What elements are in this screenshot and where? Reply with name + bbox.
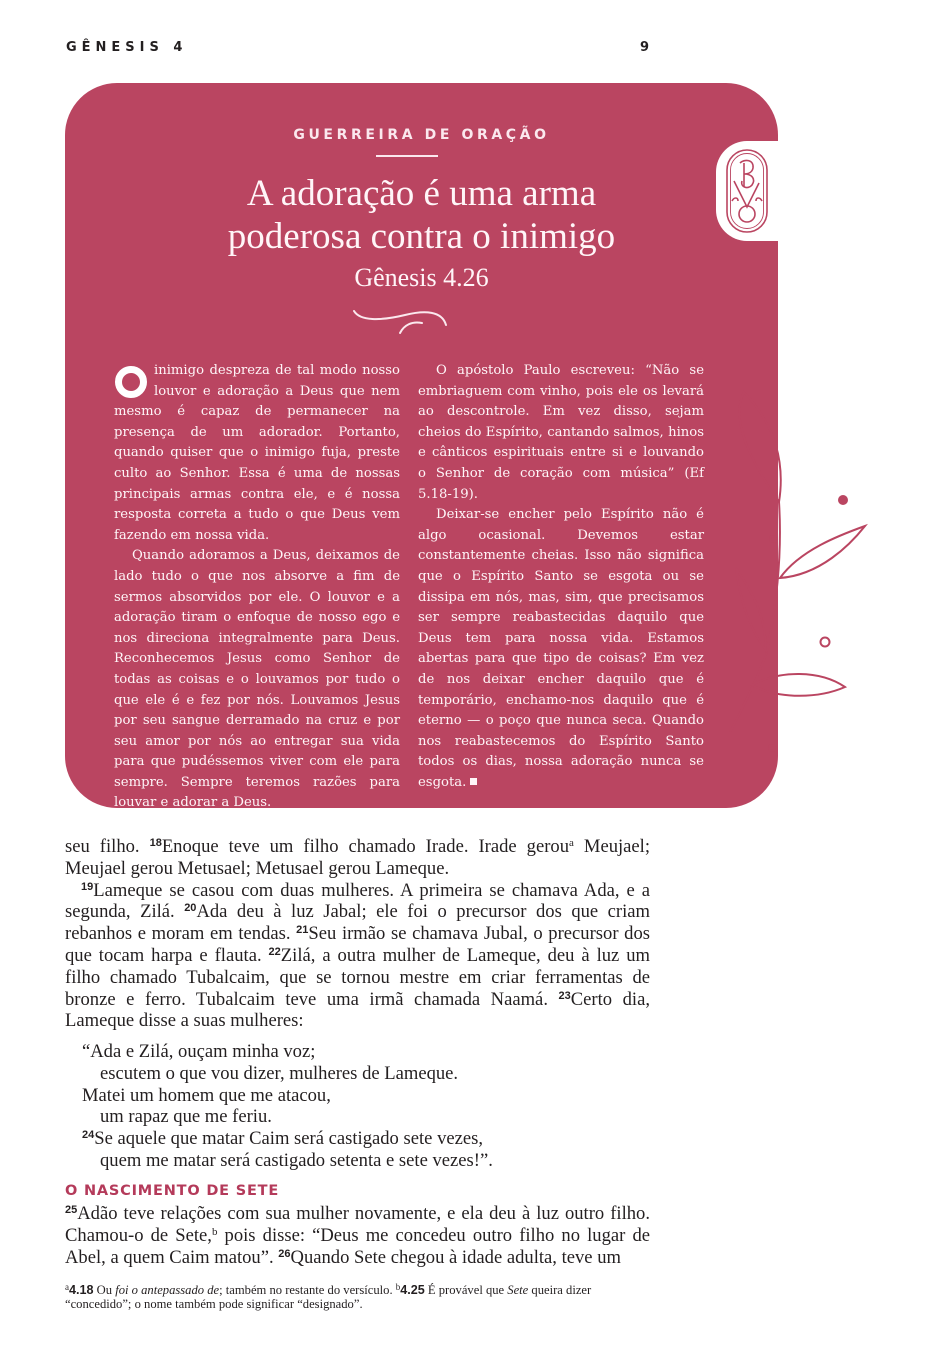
verse-text: Enoque teve um filho chamado Irade. Irade gerou [161,836,570,857]
scripture-paragraph [65,836,650,880]
footnote-text: É provável que [424,1283,508,1297]
feature-kicker: GUERREIRA DE ORAÇÃO [293,127,550,143]
feature-paragraph: Quando adoramos a Deus, deixamos de lado tudo o que nos absorve a fim de sermos absorvidos por ele. O louvor e a adoração tiram o enfoque de nosso ego e nos direciona integralmente para Deus. Reconhecemos Jesus como Senhor de todas as coisas e o louvamos por tudo o que ele é e fez por nós. Louvamos Jesus por seu sangue derramado na cruz e por seu amor por nós ao entregar sua vida para que pudéssemos viver com ele para sempre. Sempre teremos razões para louvar e adorar a Deus. [114,548,400,811]
poem-line: quem me matar será castigado setenta e sete vezes!”. [100,1149,493,1171]
footnote-italic: Sete [507,1283,529,1297]
verse-text: Seu irmão se chamava Jubal, o precursor dos que tocam harpa e flauta. [65,923,650,966]
poem-line: escutem o que vou dizer, mulheres de Lameque. [100,1062,459,1084]
feature-title [65,172,778,258]
verse-text: Certo dia, Lameque disse a suas mulheres: [65,988,650,1032]
footnotes [65,1283,655,1311]
feature-paragraph [114,361,400,546]
feature-reference: Gênesis 4.26 [354,263,489,292]
scripture-text [65,836,650,1032]
footnote-text: Ou [93,1283,116,1297]
leaf-vine-icon [720,360,890,760]
footnote-italic: foi o antepassado de [115,1283,220,1297]
scripture-text [65,1203,650,1268]
verse-text: Ada deu à luz Jabal; ele foi o precursor dos que criam rebanhos e moram em tendas. [65,901,650,945]
verse-text: seu filho. [65,836,150,857]
poem-line: Matei um homem que me atacou, [82,1084,331,1106]
running-head: GÊNESIS 4 [66,40,188,55]
footnote-mark: a [65,1282,69,1292]
section-heading: O NASCIMENTO DE SETE [65,1183,280,1199]
feature-title-line-1: A adoração é uma arma [246,173,597,214]
verse-number: 26 [278,1247,291,1260]
verse-text: pois disse: “Deus me concedeu outro filho no lugar de Abel, a quem Caim matou”. [65,1224,650,1268]
page-number: 9 [640,40,650,55]
poem-line: “Ada e Zilá, ouçam minha voz; [82,1041,316,1062]
verse-number: 22 [268,945,281,958]
feature-paragraph-text: inimigo despreza de tal modo nosso louvor e adoração a Deus que nem mesmo é capaz de permanecer na presença de um adorador. Portanto, quando quiser que o inimigo fuja, preste culto ao Senhor. Essa é uma de nossas principais armas contra ele, e é nossa resposta correta a tudo o que Deus vem fazendo em nossa vida. [114,363,400,543]
scripture-paragraph [65,880,650,1033]
verse-number: 23 [558,989,571,1002]
footnote-ref: 4.18 [69,1283,94,1297]
verse-number: 19 [81,880,94,893]
poem-block [82,1041,493,1172]
footnote-text: queira dizer “concedido”; o nome também pode significar “designado”. [65,1283,592,1311]
kicker-divider [376,155,438,157]
feature-title-line-2: poderosa contra o inimigo [227,216,616,257]
verse-number: 18 [149,837,162,849]
verse-number: 21 [296,924,309,937]
feature-paragraph: O apóstolo Paulo escreveu: “Não se embriaguem com vinho, pois ele os levará ao descontrole. Em vez disso, sejam cheios do Espírito, cantando salmos, hinos e cânticos espirituais entre si e louvando o Senhor de coração com música” (Ef 5.18-19). [418,363,704,502]
footnote-ref-a[interactable]: a [569,837,574,849]
footnote-ref-b[interactable]: b [211,1225,218,1238]
verse-text: Meujael; Meujael gerou Metusael; Metusael gerou Lameque. [65,836,651,879]
verse-number: 20 [184,902,197,915]
poem-line: um rapaz que me feriu. [100,1106,272,1128]
verse-text: Se aquele que matar Caim será castigado sete vezes, [94,1128,484,1150]
feature-column-left [114,361,400,814]
end-mark-icon [470,778,477,785]
verse-text: Quando Sete chegou à idade adulta, teve um [290,1246,621,1268]
feature-column-right [418,361,704,793]
poem-line [82,1128,493,1150]
verse-text: Lameque se casou com duas mulheres. A primeira se chamava Ada, e a segunda, Zilá. [65,879,650,923]
footnote-mark: b [395,1282,401,1292]
flourish-ornament-icon [350,305,450,335]
verse-text: Adão teve relações com sua mulher novamente, e ela deu à luz outro filho. Chamou-o de Sete, [65,1203,650,1246]
verse-text: Zilá, a outra mulher de Lameque, deu à luz um filho chamado Tubalcaim, que se tornou mestre em criar ferramentas de bronze e ferro. Tubalcaim teve uma irmã chamada Naamá. [65,944,650,1010]
feature-paragraph [418,505,704,793]
footnote-text: ; também no restante do versículo. [219,1283,396,1297]
dropcap-o [114,365,148,399]
scripture-paragraph [65,1203,650,1268]
verse-number: 25 [65,1204,78,1216]
feature-paragraph-text: Deixar-se encher pelo Espírito não é algo ocasional. Devemos estar constantemente cheias. Isso não significa que o Espírito Santo se esgota ou se dissipa em nós, mas, sim, que precisamos ser sempre reabastecidas daquilo que Deus tem para nossa vida. Estamos abertas para que tipo de coisas? Em vez de nos deixar encher daquilo que é temporário, enchamo-nos daquilo que é eterno — o poço que nunca seca. Quando nos reabastecemos do Espírito Santo todos os dias, nossa adoração nunca se esgota. [418,507,704,790]
footnote-ref: 4.25 [400,1283,425,1297]
verse-number: 24 [82,1129,95,1142]
